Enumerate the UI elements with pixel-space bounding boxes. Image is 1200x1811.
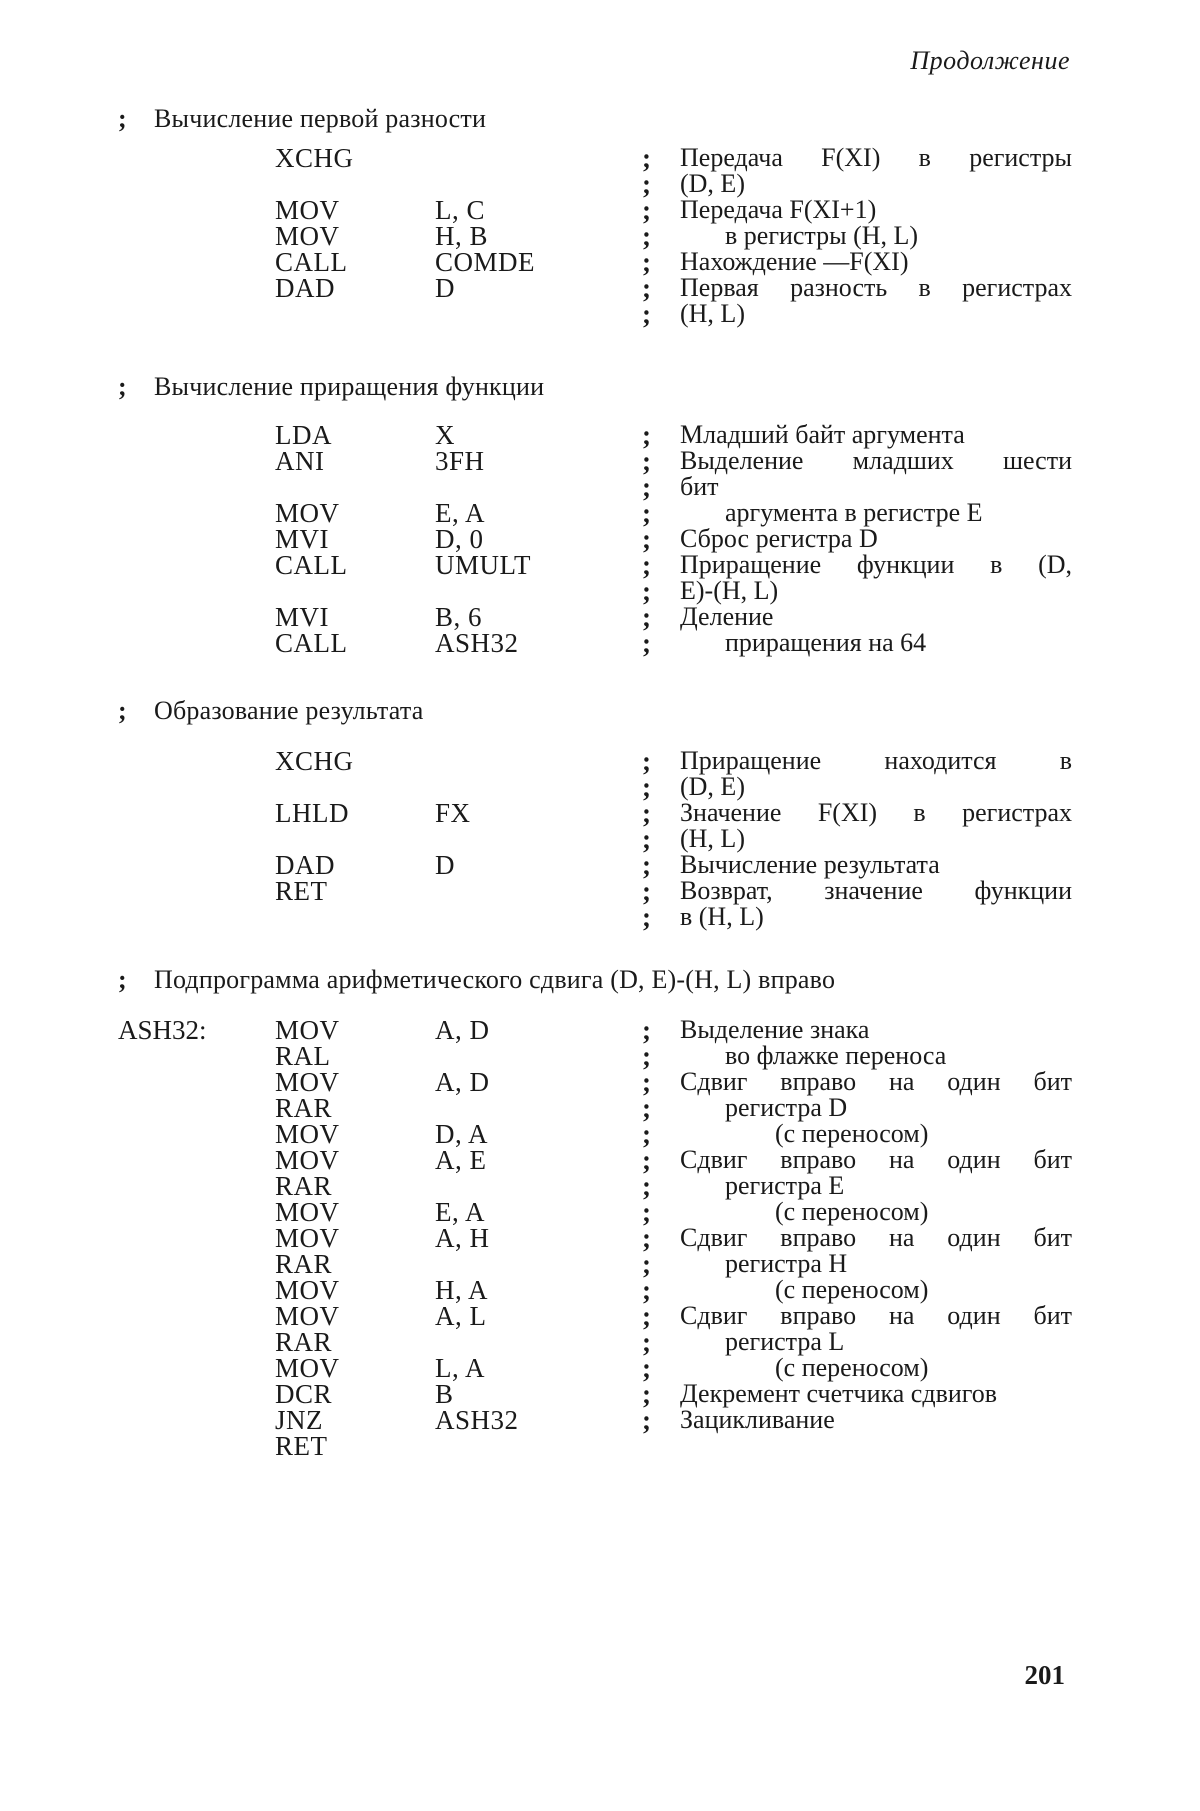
- code-comment: Приращение находится в: [680, 746, 1072, 775]
- code-comment: Выделение знака: [680, 1015, 870, 1044]
- code-operand: B, 6: [435, 602, 483, 632]
- code-operand: ASH32: [435, 628, 519, 658]
- code-comment: Деление: [680, 602, 774, 631]
- code-comment: Сдвиг вправо на один бит: [680, 1223, 1072, 1252]
- comment-semicolon: ;: [642, 746, 651, 776]
- comment-semicolon: ;: [642, 1223, 651, 1253]
- code-opcode: MOV: [275, 195, 340, 225]
- code-opcode: RET: [275, 876, 328, 906]
- code-opcode: LHLD: [275, 798, 349, 828]
- code-comment: Сдвиг вправо на один бит: [680, 1145, 1072, 1174]
- section-heading: [118, 696, 423, 726]
- code-operand: D: [435, 850, 455, 880]
- code-operand: A, E: [435, 1145, 487, 1175]
- code-comment: Декремент счетчика сдвигов: [680, 1379, 998, 1408]
- code-opcode: XCHG: [275, 143, 354, 173]
- code-operand: X: [435, 420, 455, 450]
- code-opcode: MOV: [275, 1145, 340, 1175]
- code-opcode: XCHG: [275, 746, 354, 776]
- code-comment: (D, E): [680, 772, 745, 801]
- code-opcode: RAR: [275, 1093, 333, 1123]
- comment-semicolon: ;: [642, 143, 651, 173]
- comment-semicolon: ;: [642, 1249, 651, 1279]
- section-heading-text: Вычисление приращения функции: [154, 372, 545, 401]
- code-operand: A, L: [435, 1301, 487, 1331]
- code-comment: Возврат, значение функции: [680, 876, 1072, 905]
- code-opcode: DAD: [275, 273, 335, 303]
- comment-semicolon: ;: [642, 273, 651, 303]
- comment-semicolon: ;: [118, 372, 127, 401]
- code-comment: Нахождение —F(XI): [680, 247, 909, 276]
- code-label: ASH32:: [118, 1015, 207, 1045]
- comment-semicolon: ;: [642, 824, 651, 854]
- section-heading-text: Подпрограмма арифметического сдвига (D, E)-(H, L) вправо: [154, 965, 836, 994]
- comment-semicolon: ;: [642, 1041, 651, 1071]
- comment-semicolon: ;: [642, 1405, 651, 1435]
- code-operand: FX: [435, 798, 471, 828]
- code-operand: B: [435, 1379, 454, 1409]
- comment-semicolon: ;: [642, 498, 651, 528]
- code-comment: Вычисление результата: [680, 850, 940, 879]
- code-opcode: LDA: [275, 420, 332, 450]
- code-opcode: MOV: [275, 1015, 340, 1045]
- comment-semicolon: ;: [642, 420, 651, 450]
- code-comment: во флажке переноса: [725, 1041, 947, 1070]
- code-operand: E, A: [435, 498, 486, 528]
- comment-semicolon: ;: [642, 169, 651, 199]
- code-comment: регистра L: [725, 1327, 845, 1356]
- comment-semicolon: ;: [642, 772, 651, 802]
- comment-semicolon: ;: [642, 1379, 651, 1409]
- code-opcode: RAR: [275, 1249, 333, 1279]
- code-operand: COMDE: [435, 247, 536, 277]
- comment-semicolon: ;: [118, 104, 127, 133]
- code-comment: Сброс регистра D: [680, 524, 878, 553]
- comment-semicolon: ;: [642, 195, 651, 225]
- code-opcode: MOV: [275, 1119, 340, 1149]
- comment-semicolon: ;: [642, 550, 651, 580]
- section-heading: [118, 104, 486, 134]
- comment-semicolon: ;: [642, 446, 651, 476]
- code-operand: D, 0: [435, 524, 484, 554]
- code-opcode: MOV: [275, 1223, 340, 1253]
- code-operand: 3FH: [435, 446, 485, 476]
- code-operand: H, A: [435, 1275, 489, 1305]
- section-heading: [118, 372, 544, 402]
- code-operand: H, B: [435, 221, 489, 251]
- code-operand: ASH32: [435, 1405, 519, 1435]
- section-heading-text: Образование результата: [154, 696, 424, 725]
- comment-semicolon: ;: [642, 798, 651, 828]
- comment-semicolon: ;: [118, 696, 127, 725]
- code-comment: (с переносом): [775, 1275, 929, 1304]
- comment-semicolon: ;: [642, 1327, 651, 1357]
- code-comment: Приращение функции в (D,: [680, 550, 1072, 579]
- code-comment: приращения на 64: [725, 628, 927, 657]
- comment-semicolon: ;: [642, 902, 651, 932]
- comment-semicolon: ;: [642, 1171, 651, 1201]
- code-comment: (с переносом): [775, 1197, 929, 1226]
- code-opcode: DCR: [275, 1379, 333, 1409]
- comment-semicolon: ;: [642, 1197, 651, 1227]
- code-opcode: RAR: [275, 1327, 333, 1357]
- code-line: [0, 902, 1200, 932]
- section-heading-text: Вычисление первой разности: [154, 104, 487, 133]
- code-opcode: ANI: [275, 446, 325, 476]
- code-opcode: DAD: [275, 850, 335, 880]
- code-opcode: MOV: [275, 1197, 340, 1227]
- code-comment: E)-(H, L): [680, 576, 779, 605]
- comment-semicolon: ;: [118, 965, 127, 994]
- code-comment: (с переносом): [775, 1353, 929, 1382]
- code-opcode: MOV: [275, 498, 340, 528]
- comment-semicolon: ;: [642, 1275, 651, 1305]
- comment-semicolon: ;: [642, 1093, 651, 1123]
- comment-semicolon: ;: [642, 1145, 651, 1175]
- code-opcode: JNZ: [275, 1405, 323, 1435]
- code-comment: бит: [680, 472, 719, 501]
- code-operand: E, A: [435, 1197, 486, 1227]
- code-operand: D: [435, 273, 455, 303]
- comment-semicolon: ;: [642, 628, 651, 658]
- comment-semicolon: ;: [642, 1119, 651, 1149]
- code-line: [0, 299, 1200, 329]
- code-comment: (H, L): [680, 299, 745, 328]
- code-comment: Младший байт аргумента: [680, 420, 965, 449]
- code-opcode: CALL: [275, 247, 348, 277]
- comment-semicolon: ;: [642, 472, 651, 502]
- code-line: [0, 1431, 1200, 1461]
- code-comment: (с переносом): [775, 1119, 929, 1148]
- code-opcode: RAR: [275, 1171, 333, 1201]
- code-comment: Первая разность в регистрах: [680, 273, 1072, 302]
- code-operand: L, C: [435, 195, 486, 225]
- comment-semicolon: ;: [642, 1067, 651, 1097]
- comment-semicolon: ;: [642, 247, 651, 277]
- code-operand: D, A: [435, 1119, 489, 1149]
- code-opcode: CALL: [275, 550, 348, 580]
- code-opcode: MOV: [275, 1301, 340, 1331]
- code-opcode: MOV: [275, 1353, 340, 1383]
- continuation-label: Продолжение: [910, 46, 1070, 75]
- code-line: [0, 628, 1200, 658]
- code-opcode: MVI: [275, 524, 329, 554]
- section-heading: [118, 965, 835, 995]
- code-comment: (H, L): [680, 824, 745, 853]
- code-comment: Значение F(XI) в регистрах: [680, 798, 1072, 827]
- code-comment: Выделение младших шести: [680, 446, 1072, 475]
- code-opcode: MOV: [275, 1067, 340, 1097]
- code-operand: UMULT: [435, 550, 532, 580]
- code-comment: регистра H: [725, 1249, 848, 1278]
- code-comment: Передача F(XI+1): [680, 195, 877, 224]
- comment-semicolon: ;: [642, 524, 651, 554]
- code-opcode: MOV: [275, 221, 340, 251]
- comment-semicolon: ;: [642, 576, 651, 606]
- code-comment: регистра D: [725, 1093, 848, 1122]
- code-operand: A, H: [435, 1223, 490, 1253]
- code-opcode: MOV: [275, 1275, 340, 1305]
- code-operand: A, D: [435, 1067, 490, 1097]
- code-comment: в (H, L): [680, 902, 764, 931]
- comment-semicolon: ;: [642, 1301, 651, 1331]
- page-number: 201: [1024, 1660, 1065, 1690]
- comment-semicolon: ;: [642, 602, 651, 632]
- code-operand: A, D: [435, 1015, 490, 1045]
- comment-semicolon: ;: [642, 1015, 651, 1045]
- code-comment: (D, E): [680, 169, 745, 198]
- code-comment: в регистры (H, L): [725, 221, 919, 250]
- code-comment: регистра E: [725, 1171, 845, 1200]
- code-comment: Передача F(XI) в регистры: [680, 143, 1072, 172]
- code-comment: Зацикливание: [680, 1405, 835, 1434]
- comment-semicolon: ;: [642, 1353, 651, 1383]
- code-opcode: RET: [275, 1431, 328, 1461]
- code-comment: аргумента в регистре E: [725, 498, 983, 527]
- code-opcode: MVI: [275, 602, 329, 632]
- comment-semicolon: ;: [642, 221, 651, 251]
- comment-semicolon: ;: [642, 850, 651, 880]
- comment-semicolon: ;: [642, 299, 651, 329]
- code-operand: L, A: [435, 1353, 486, 1383]
- code-opcode: RAL: [275, 1041, 331, 1071]
- comment-semicolon: ;: [642, 876, 651, 906]
- code-opcode: CALL: [275, 628, 348, 658]
- code-comment: Сдвиг вправо на один бит: [680, 1301, 1072, 1330]
- code-comment: Сдвиг вправо на один бит: [680, 1067, 1072, 1096]
